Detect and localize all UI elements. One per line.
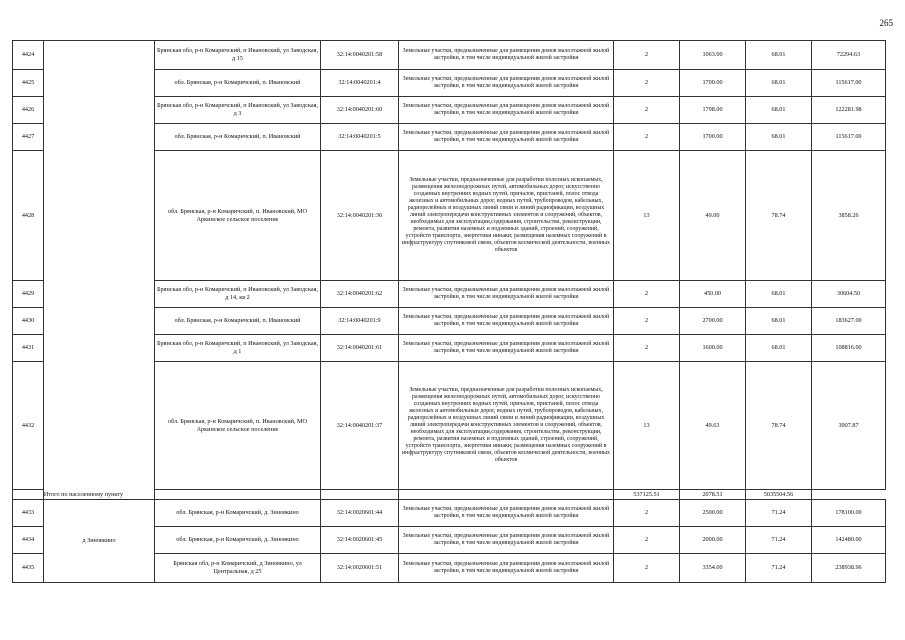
- cadastral-number: 32:14:0040201:62: [321, 281, 399, 308]
- group-number: 2: [614, 70, 680, 97]
- cadastral-value: 115617.00: [812, 70, 886, 97]
- land-purpose: Земельные участки, предназначенные для размещения домов малоэтажной жилой застройки, в том числе индивидуальной жилой застройки: [399, 281, 614, 308]
- group-number: 2: [614, 527, 680, 554]
- address: Брянская обл, р-н Комаричский, п Ивановский, ул Заводская, д 14, кв 2: [155, 281, 321, 308]
- settlement-cell: [44, 41, 155, 500]
- cadastral-number: 32:14:0040201:37: [321, 362, 399, 490]
- row-number: 4429: [13, 281, 44, 308]
- address: Брянская обл, р-н Комаричский, п Ивановский, ул Заводская, д 1: [155, 335, 321, 362]
- cadastral-number: 32:14:0040201:61: [321, 335, 399, 362]
- rate: 68.01: [746, 124, 812, 151]
- cadastral-value: 3858.26: [812, 151, 886, 281]
- address: Брянская обл, р-н Комаричский, д Зиновкино, ул Центральная, д 25: [155, 554, 321, 583]
- cadastral-value-table: [12, 40, 886, 583]
- row-number: 4431: [13, 335, 44, 362]
- land-purpose: Земельные участки, предназначенные для размещения домов малоэтажной жилой застройки, в том числе индивидуальной жилой застройки: [399, 308, 614, 335]
- row-number: 4432: [13, 362, 44, 490]
- area: 2500.00: [680, 500, 746, 527]
- land-purpose: Земельные участки, предназначенные для размещения домов малоэтажной жилой застройки, в том числе индивидуальной жилой застройки: [399, 554, 614, 583]
- address: Брянская обл, р-н Комаричский, п Ивановский, ул Заводская, д 15: [155, 41, 321, 70]
- page-number: 265: [879, 18, 893, 28]
- address: обл. Брянская, р-н Комаричский, п. Ивановский, МО Аркинское сельское поселение: [155, 151, 321, 281]
- address: обл. Брянская, р-н Комаричский, д. Зиновкино: [155, 527, 321, 554]
- cadastral-number: 32:14:0020601:44: [321, 500, 399, 527]
- table-row: [13, 500, 886, 527]
- area: 1700.00: [680, 70, 746, 97]
- cadastral-value: 72294.63: [812, 41, 886, 70]
- area: 450.00: [680, 281, 746, 308]
- cadastral-number: 32:14:0040201:4: [321, 70, 399, 97]
- settlement-name: д Зиновкино: [44, 500, 155, 583]
- cadastral-value: 238938.96: [812, 554, 886, 583]
- rate: 68.01: [746, 41, 812, 70]
- cadastral-value: 30604.50: [812, 281, 886, 308]
- land-purpose: Земельные участки, предназначенные для разработки полезных ископаемых, размещения железнодорожных путей, автомобильных дорог, искусственно созданных внутренних водных путей, причалов, пристаней, полос отвода железных и автомобильных дорог, водных путей, трубопроводов, кабельных, радиорелейных и воздушных линий связи и линий радиофикации, воздушных линий электропередачи конструктивных элементов и сооружений, объектов, необходимых для эксплуатации,содержания, строительства, реконструкции, ремонта, развития наземных и подземных зданий, строений, сооружений, устройств транспорта, энергетики иинаки; размещения наземных сооружений в инфраструктуру спутниковой связи, объектов космической деятельности, военных объектов: [399, 362, 614, 490]
- area: 3354.00: [680, 554, 746, 583]
- address: обл. Брянская, р-н Комаричский, п. Ивановский: [155, 70, 321, 97]
- area: 1063.00: [680, 41, 746, 70]
- area: 49.00: [680, 151, 746, 281]
- row-number: 4425: [13, 70, 44, 97]
- address: обл. Брянская, р-н Комаричский, п. Ивановский, МО Аркинское сельское поселение: [155, 362, 321, 490]
- cadastral-number: 32:14:0040201:58: [321, 41, 399, 70]
- land-purpose: Земельные участки, предназначенные для разработки полезных ископаемых, размещения железнодорожных путей, автомобильных дорог, искусственно созданных внутренних водных путей, причалов, пристаней, полос отвода железных и автомобильных дорог, водных путей, трубопроводов, кабельных, радиорелейных и воздушных линий связи и линий радиофикации, воздушных линий электропередачи конструктивных элементов и сооружений, объектов, необходимых для эксплуатации,содержания, строительства, реконструкции, ремонта, развития наземных и подземных зданий, строений, сооружений, устройств транспорта, энергетики иинаки; размещения наземных сооружений в инфраструктуру спутниковой связи, объектов космической деятельности, военных объектов: [399, 151, 614, 281]
- row-number: 4433: [13, 500, 44, 527]
- row-number: 4427: [13, 124, 44, 151]
- address: обл. Брянская, р-н Комаричский, п. Ивановский: [155, 308, 321, 335]
- group-number: 2: [614, 41, 680, 70]
- cadastral-value: 108816.00: [812, 335, 886, 362]
- total-label: Итого по населенному пункту: [13, 490, 155, 500]
- group-number: 2: [614, 500, 680, 527]
- address: Брянская обл, р-н Комаричский, п Ивановский, ул Заводская, д 3: [155, 97, 321, 124]
- cadastral-value: 178100.00: [812, 500, 886, 527]
- cadastral-number: 32:14:0040201:36: [321, 151, 399, 281]
- row-number: 4428: [13, 151, 44, 281]
- cadastral-value: 115617.00: [812, 124, 886, 151]
- area: 1798.00: [680, 97, 746, 124]
- rate: 68.01: [746, 335, 812, 362]
- land-purpose: Земельные участки, предназначенные для размещения домов малоэтажной жилой застройки, в том числе индивидуальной жилой застройки: [399, 527, 614, 554]
- rate: 68.01: [746, 308, 812, 335]
- total-area: 537125.51: [614, 490, 680, 500]
- rate: 71.24: [746, 527, 812, 554]
- group-number: 13: [614, 151, 680, 281]
- row-number: 4435: [13, 554, 44, 583]
- land-purpose: Земельные участки, предназначенные для размещения домов малоэтажной жилой застройки, в том числе индивидуальной жилой застройки: [399, 335, 614, 362]
- address: обл. Брянская, р-н Комаричский, п. Ивановский: [155, 124, 321, 151]
- group-number: 2: [614, 308, 680, 335]
- cadastral-value: 183627.00: [812, 308, 886, 335]
- total-value: 5035504.56: [746, 490, 812, 500]
- cadastral-value: 142480.00: [812, 527, 886, 554]
- group-number: 2: [614, 554, 680, 583]
- group-number: 2: [614, 97, 680, 124]
- area: 1700.00: [680, 124, 746, 151]
- cadastral-number: 32:14:0040201:60: [321, 97, 399, 124]
- rate: 68.01: [746, 97, 812, 124]
- rate: 68.01: [746, 70, 812, 97]
- cadastral-number: 32:14:0020601:45: [321, 527, 399, 554]
- land-purpose: Земельные участки, предназначенные для размещения домов малоэтажной жилой застройки, в том числе индивидуальной жилой застройки: [399, 70, 614, 97]
- total-row: [13, 490, 886, 500]
- land-purpose: Земельные участки, предназначенные для размещения домов малоэтажной жилой застройки, в том числе индивидуальной жилой застройки: [399, 97, 614, 124]
- cadastral-value: 122281.98: [812, 97, 886, 124]
- cadastral-number: 32:14:0020601:51: [321, 554, 399, 583]
- cadastral-number: 32:14:0040201:5: [321, 124, 399, 151]
- group-number: 2: [614, 335, 680, 362]
- cadastral-value: 3907.87: [812, 362, 886, 490]
- rate: 71.24: [746, 554, 812, 583]
- area: 2000.00: [680, 527, 746, 554]
- land-purpose: Земельные участки, предназначенные для размещения домов малоэтажной жилой застройки, в том числе индивидуальной жилой застройки: [399, 124, 614, 151]
- area: 2700.00: [680, 308, 746, 335]
- rate: 68.01: [746, 281, 812, 308]
- total-rate: 2078.51: [680, 490, 746, 500]
- area: 1600.00: [680, 335, 746, 362]
- group-number: 13: [614, 362, 680, 490]
- land-purpose: Земельные участки, предназначенные для размещения домов малоэтажной жилой застройки, в том числе индивидуальной жилой застройки: [399, 41, 614, 70]
- area: 49.63: [680, 362, 746, 490]
- cadastral-number: 32:14:0040201:9: [321, 308, 399, 335]
- rate: 78.74: [746, 151, 812, 281]
- row-number: 4430: [13, 308, 44, 335]
- rate: 71.24: [746, 500, 812, 527]
- row-number: 4434: [13, 527, 44, 554]
- group-number: 2: [614, 281, 680, 308]
- table-row: [13, 41, 886, 70]
- row-number: 4426: [13, 97, 44, 124]
- address: обл. Брянская, р-н Комаричский, д. Зиновкино: [155, 500, 321, 527]
- land-purpose: Земельные участки, предназначенные для размещения домов малоэтажной жилой застройки, в том числе индивидуальной жилой застройки: [399, 500, 614, 527]
- group-number: 2: [614, 124, 680, 151]
- rate: 78.74: [746, 362, 812, 490]
- row-number: 4424: [13, 41, 44, 70]
